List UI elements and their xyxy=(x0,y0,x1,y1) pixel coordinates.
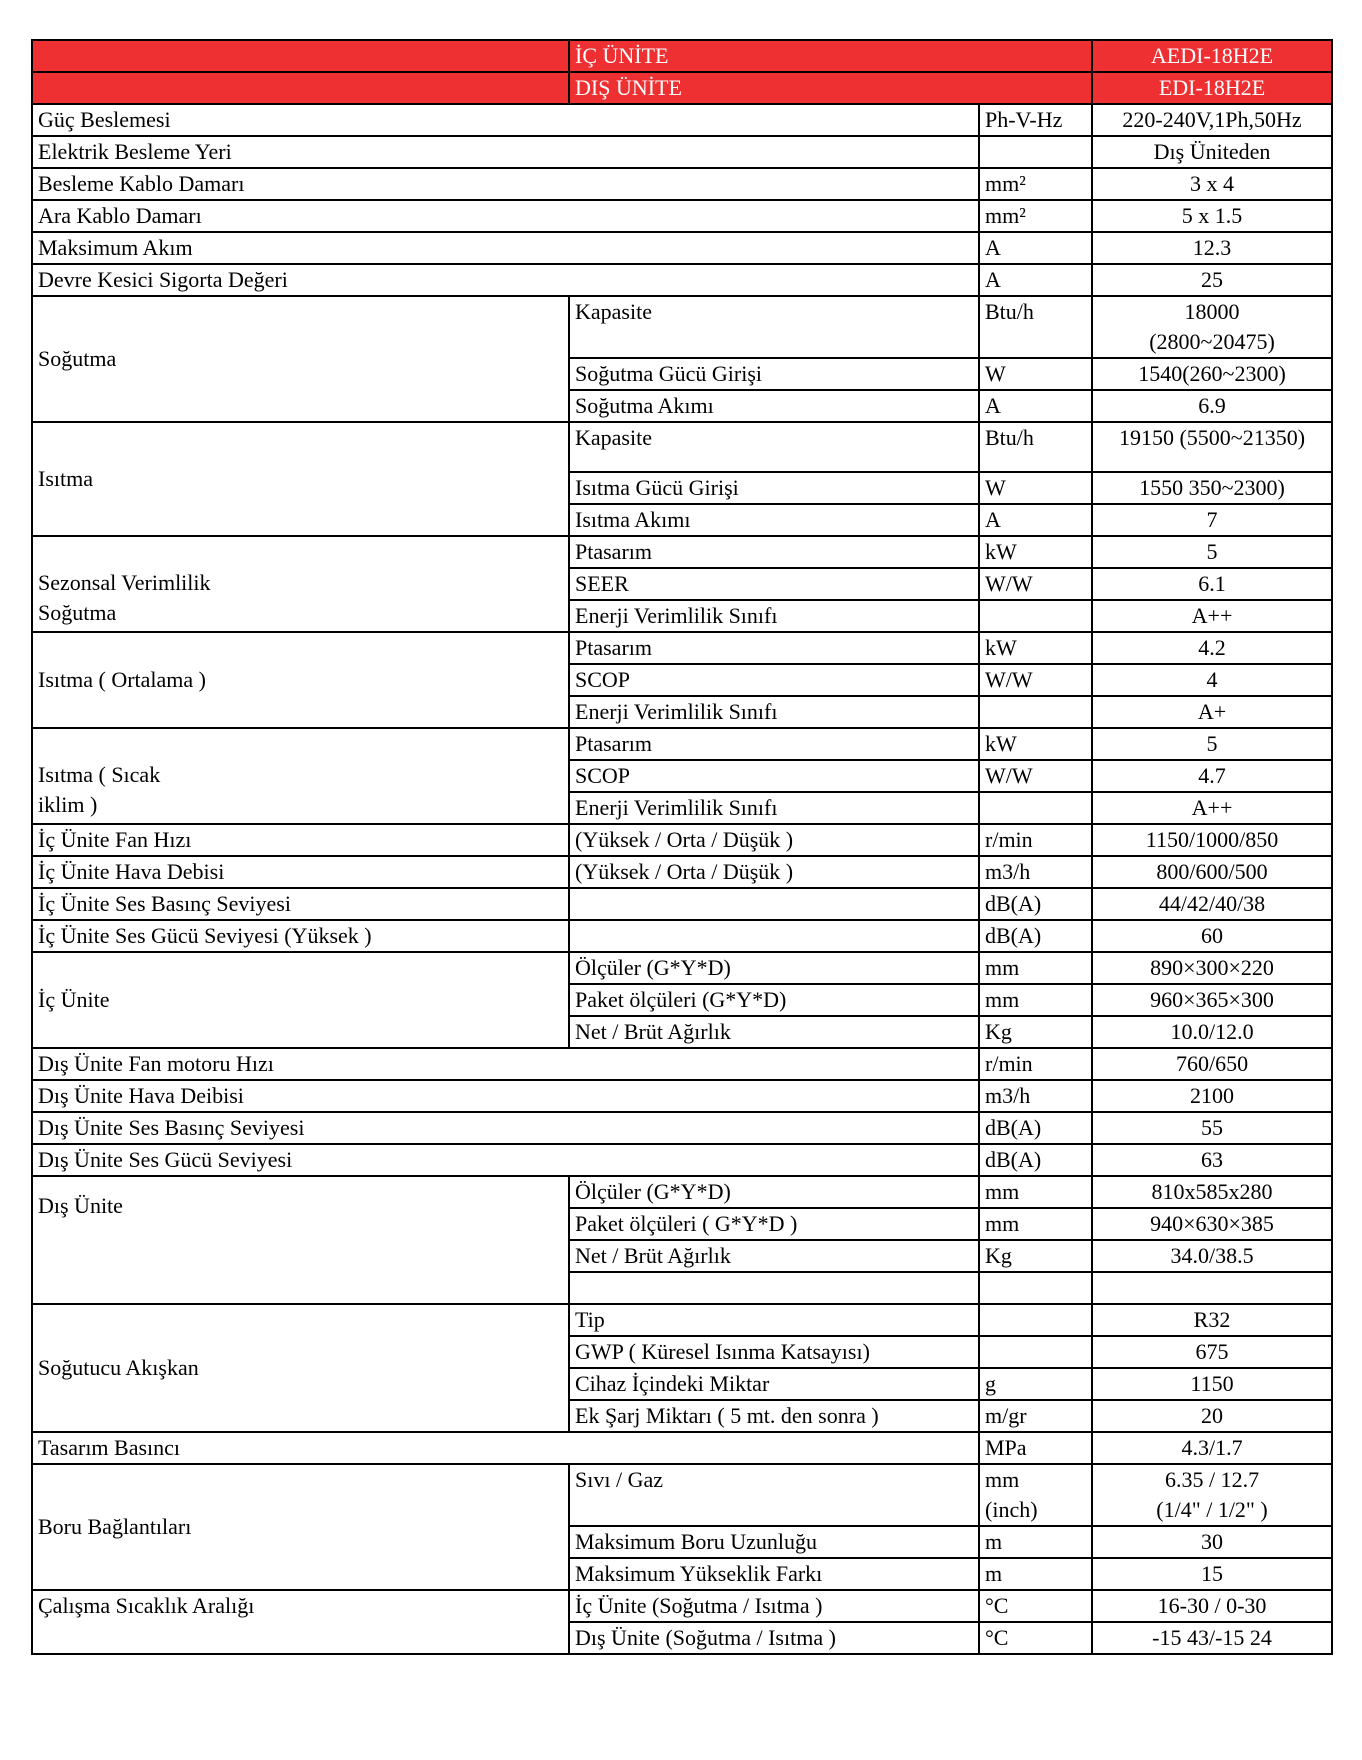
row-label: Maksimum Boru Uzunluğu xyxy=(569,1526,979,1558)
row-unit: °C xyxy=(979,1622,1092,1654)
row-unit: mm xyxy=(979,1176,1092,1208)
row-label: Sıvı / Gaz xyxy=(569,1464,979,1526)
row-unit: W/W xyxy=(979,568,1092,600)
value-line: 18000 xyxy=(1184,299,1240,324)
row-value: 63 xyxy=(1092,1144,1332,1176)
row-label: Tasarım Basıncı xyxy=(32,1432,979,1464)
value-line: (2800~20475) xyxy=(1149,329,1275,354)
row-value: 890×300×220 xyxy=(1092,952,1332,984)
table-row xyxy=(32,232,1332,264)
row-label xyxy=(569,1272,979,1304)
row-value: 4 xyxy=(1092,664,1332,696)
table-row xyxy=(32,168,1332,200)
row-label: Elektrik Besleme Yeri xyxy=(32,136,979,168)
row-unit: g xyxy=(979,1368,1092,1400)
row-unit: W xyxy=(979,358,1092,390)
row-unit: A xyxy=(979,504,1092,536)
group-label xyxy=(32,728,569,824)
row-value: 15 xyxy=(1092,1558,1332,1590)
table-row xyxy=(32,1080,1332,1112)
row-label: İç Ünite Ses Gücü Seviyesi (Yüksek ) xyxy=(32,920,569,952)
table-row xyxy=(32,422,1332,472)
row-value: 12.3 xyxy=(1092,232,1332,264)
row-unit: kW xyxy=(979,728,1092,760)
row-value: 44/42/40/38 xyxy=(1092,888,1332,920)
row-label: Besleme Kablo Damarı xyxy=(32,168,979,200)
row-value: 800/600/500 xyxy=(1092,856,1332,888)
header-blank xyxy=(32,72,569,104)
group-label: Isıtma xyxy=(32,422,569,536)
row-value: 20 xyxy=(1092,1400,1332,1432)
row-value: 5 x 1.5 xyxy=(1092,200,1332,232)
row-unit: mm xyxy=(979,1208,1092,1240)
table-row xyxy=(32,1048,1332,1080)
row-value xyxy=(1092,296,1332,358)
row-unit xyxy=(979,696,1092,728)
unit-line: (inch) xyxy=(985,1496,1038,1522)
row-label: Cihaz İçindeki Miktar xyxy=(569,1368,979,1400)
table-row xyxy=(32,104,1332,136)
row-unit: Ph-V-Hz xyxy=(979,104,1092,136)
row-unit: A xyxy=(979,232,1092,264)
group-label: Çalışma Sıcaklık Aralığı xyxy=(32,1590,569,1654)
row-value: 10.0/12.0 xyxy=(1092,1016,1332,1048)
row-value: 675 xyxy=(1092,1336,1332,1368)
header-indoor-label: İÇ ÜNİTE xyxy=(569,40,1092,72)
row-unit xyxy=(979,792,1092,824)
row-unit: A xyxy=(979,264,1092,296)
row-value: 1150/1000/850 xyxy=(1092,824,1332,856)
row-unit: W xyxy=(979,472,1092,504)
row-unit: dB(A) xyxy=(979,1144,1092,1176)
header-outdoor-label: DIŞ ÜNİTE xyxy=(569,72,1092,104)
table-row xyxy=(32,1590,1332,1622)
row-label: Ek Şarj Miktarı ( 5 mt. den sonra ) xyxy=(569,1400,979,1432)
row-unit: m3/h xyxy=(979,1080,1092,1112)
row-value: 6.9 xyxy=(1092,390,1332,422)
group-label: Soğutma xyxy=(32,296,569,422)
row-label: Maksimum Yükseklik Farkı xyxy=(569,1558,979,1590)
row-sublabel: (Yüksek / Orta / Düşük ) xyxy=(569,824,979,856)
row-value: Dış Üniteden xyxy=(1092,136,1332,168)
row-label: Maksimum Akım xyxy=(32,232,979,264)
row-value xyxy=(1092,1464,1332,1526)
row-value: A++ xyxy=(1092,600,1332,632)
value-line: 6.35 / 12.7 xyxy=(1164,1466,1260,1492)
row-label: Ölçüler (G*Y*D) xyxy=(569,1176,979,1208)
row-label: Ptasarım xyxy=(569,632,979,664)
group-label: Isıtma ( Ortalama ) xyxy=(32,632,569,728)
header-indoor-model: AEDI-18H2E xyxy=(1092,40,1332,72)
row-value: 19150 (5500~21350) xyxy=(1092,422,1332,472)
row-value: 55 xyxy=(1092,1112,1332,1144)
table-row xyxy=(32,952,1332,984)
row-value: R32 xyxy=(1092,1304,1332,1336)
row-unit: Kg xyxy=(979,1240,1092,1272)
row-unit: MPa xyxy=(979,1432,1092,1464)
table-row xyxy=(32,1464,1332,1526)
row-unit: r/min xyxy=(979,824,1092,856)
row-value: 7 xyxy=(1092,504,1332,536)
row-value: 4.7 xyxy=(1092,760,1332,792)
row-unit xyxy=(979,1272,1092,1304)
table-row xyxy=(32,200,1332,232)
row-unit xyxy=(979,1304,1092,1336)
row-label: Soğutma Akımı xyxy=(569,390,979,422)
row-unit: dB(A) xyxy=(979,888,1092,920)
table-row xyxy=(32,824,1332,856)
row-value: 760/650 xyxy=(1092,1048,1332,1080)
row-sublabel xyxy=(569,920,979,952)
row-label: Paket ölçüleri ( G*Y*D ) xyxy=(569,1208,979,1240)
row-unit xyxy=(979,1336,1092,1368)
row-unit: m/gr xyxy=(979,1400,1092,1432)
row-unit: m3/h xyxy=(979,856,1092,888)
table-row xyxy=(32,1176,1332,1208)
row-sublabel: (Yüksek / Orta / Düşük ) xyxy=(569,856,979,888)
row-label: İç Ünite Hava Debisi xyxy=(32,856,569,888)
table-row xyxy=(32,536,1332,568)
row-label: Enerji Verimlilik Sınıfı xyxy=(569,696,979,728)
row-label: Dış Ünite Hava Deibisi xyxy=(32,1080,979,1112)
table-row xyxy=(32,136,1332,168)
row-unit: mm xyxy=(979,952,1092,984)
row-value: 60 xyxy=(1092,920,1332,952)
row-label: Soğutma Gücü Girişi xyxy=(569,358,979,390)
row-label: Dış Ünite Ses Basınç Seviyesi xyxy=(32,1112,979,1144)
row-value: 1540(260~2300) xyxy=(1092,358,1332,390)
row-unit: m xyxy=(979,1558,1092,1590)
row-value: 4.3/1.7 xyxy=(1092,1432,1332,1464)
group-label: İç Ünite xyxy=(32,952,569,1048)
row-unit: m xyxy=(979,1526,1092,1558)
table-row xyxy=(32,728,1332,760)
row-label: Enerji Verimlilik Sınıfı xyxy=(569,600,979,632)
table-row xyxy=(32,1144,1332,1176)
unit-line: mm xyxy=(985,1466,1020,1492)
row-unit: kW xyxy=(979,536,1092,568)
row-label: Dış Ünite Ses Gücü Seviyesi xyxy=(32,1144,979,1176)
row-value: 25 xyxy=(1092,264,1332,296)
row-value: 4.2 xyxy=(1092,632,1332,664)
row-value: 6.1 xyxy=(1092,568,1332,600)
row-unit xyxy=(979,136,1092,168)
row-value: A+ xyxy=(1092,696,1332,728)
row-unit: mm² xyxy=(979,168,1092,200)
row-value: 30 xyxy=(1092,1526,1332,1558)
value-line: (1/4" / 1/2" ) xyxy=(1156,1496,1268,1522)
row-value: 220-240V,1Ph,50Hz xyxy=(1092,104,1332,136)
row-sublabel xyxy=(569,888,979,920)
row-label: Net / Brüt Ağırlık xyxy=(569,1240,979,1272)
row-label: Isıtma Akımı xyxy=(569,504,979,536)
table-row xyxy=(32,888,1332,920)
row-value: 34.0/38.5 xyxy=(1092,1240,1332,1272)
spec-table xyxy=(31,39,1333,1655)
group-line: iklim ) xyxy=(38,792,98,817)
row-label: SCOP xyxy=(569,760,979,792)
row-value: 3 x 4 xyxy=(1092,168,1332,200)
table-row xyxy=(32,1304,1332,1336)
header-blank xyxy=(32,40,569,72)
group-line: Isıtma ( Sıcak xyxy=(38,762,161,787)
row-unit xyxy=(979,1464,1092,1526)
row-value: 960×365×300 xyxy=(1092,984,1332,1016)
row-value: -15 43/-15 24 xyxy=(1092,1622,1332,1654)
row-label: Güç Beslemesi xyxy=(32,104,979,136)
row-unit: Btu/h xyxy=(979,296,1092,358)
row-label: Ölçüler (G*Y*D) xyxy=(569,952,979,984)
row-label: İç Ünite (Soğutma / Isıtma ) xyxy=(569,1590,979,1622)
row-value: 940×630×385 xyxy=(1092,1208,1332,1240)
row-label: Enerji Verimlilik Sınıfı xyxy=(569,792,979,824)
row-value xyxy=(1092,1272,1332,1304)
row-label: İç Ünite Ses Basınç Seviyesi xyxy=(32,888,569,920)
row-label: Dış Ünite (Soğutma / Isıtma ) xyxy=(569,1622,979,1654)
table-row xyxy=(32,1432,1332,1464)
row-label: Dış Ünite Fan motoru Hızı xyxy=(32,1048,979,1080)
row-value: A++ xyxy=(1092,792,1332,824)
row-label: Ara Kablo Damarı xyxy=(32,200,979,232)
row-unit: dB(A) xyxy=(979,920,1092,952)
group-line: Dış Ünite xyxy=(38,1193,123,1218)
row-label: Net / Brüt Ağırlık xyxy=(569,1016,979,1048)
header-row-outdoor xyxy=(32,72,1332,104)
row-unit: W/W xyxy=(979,664,1092,696)
row-label: Kapasite xyxy=(569,296,979,358)
row-label: İç Ünite Fan Hızı xyxy=(32,824,569,856)
row-value: 5 xyxy=(1092,728,1332,760)
group-line: Soğutma xyxy=(38,600,117,625)
table-row xyxy=(32,1112,1332,1144)
group-line: Sezonsal Verimlilik xyxy=(38,570,211,595)
group-label: Boru Bağlantıları xyxy=(32,1464,569,1590)
header-outdoor-model: EDI-18H2E xyxy=(1092,72,1332,104)
table-row xyxy=(32,920,1332,952)
row-value: 2100 xyxy=(1092,1080,1332,1112)
row-value: 5 xyxy=(1092,536,1332,568)
group-label xyxy=(32,536,569,632)
row-unit: °C xyxy=(979,1590,1092,1622)
row-unit: Btu/h xyxy=(979,422,1092,472)
row-label: Kapasite xyxy=(569,422,979,472)
row-label: Ptasarım xyxy=(569,536,979,568)
row-value: 810x585x280 xyxy=(1092,1176,1332,1208)
table-row xyxy=(32,264,1332,296)
row-value: 1550 350~2300) xyxy=(1092,472,1332,504)
row-unit: Kg xyxy=(979,1016,1092,1048)
row-value: 1150 xyxy=(1092,1368,1332,1400)
row-unit: dB(A) xyxy=(979,1112,1092,1144)
table-row xyxy=(32,856,1332,888)
row-unit: W/W xyxy=(979,760,1092,792)
header-row-indoor xyxy=(32,40,1332,72)
row-label: Paket ölçüleri (G*Y*D) xyxy=(569,984,979,1016)
row-value: 16-30 / 0-30 xyxy=(1092,1590,1332,1622)
row-unit xyxy=(979,600,1092,632)
row-unit: mm² xyxy=(979,200,1092,232)
table-row xyxy=(32,296,1332,358)
row-unit: r/min xyxy=(979,1048,1092,1080)
row-label: Isıtma Gücü Girişi xyxy=(569,472,979,504)
row-unit: A xyxy=(979,390,1092,422)
row-label: Devre Kesici Sigorta Değeri xyxy=(32,264,979,296)
row-label: Ptasarım xyxy=(569,728,979,760)
row-label: Tip xyxy=(569,1304,979,1336)
row-unit: mm xyxy=(979,984,1092,1016)
group-label xyxy=(32,1176,569,1304)
table-row xyxy=(32,632,1332,664)
row-label: SEER xyxy=(569,568,979,600)
row-label: SCOP xyxy=(569,664,979,696)
row-label: GWP ( Küresel Isınma Katsayısı) xyxy=(569,1336,979,1368)
group-label: Soğutucu Akışkan xyxy=(32,1304,569,1432)
row-unit: kW xyxy=(979,632,1092,664)
